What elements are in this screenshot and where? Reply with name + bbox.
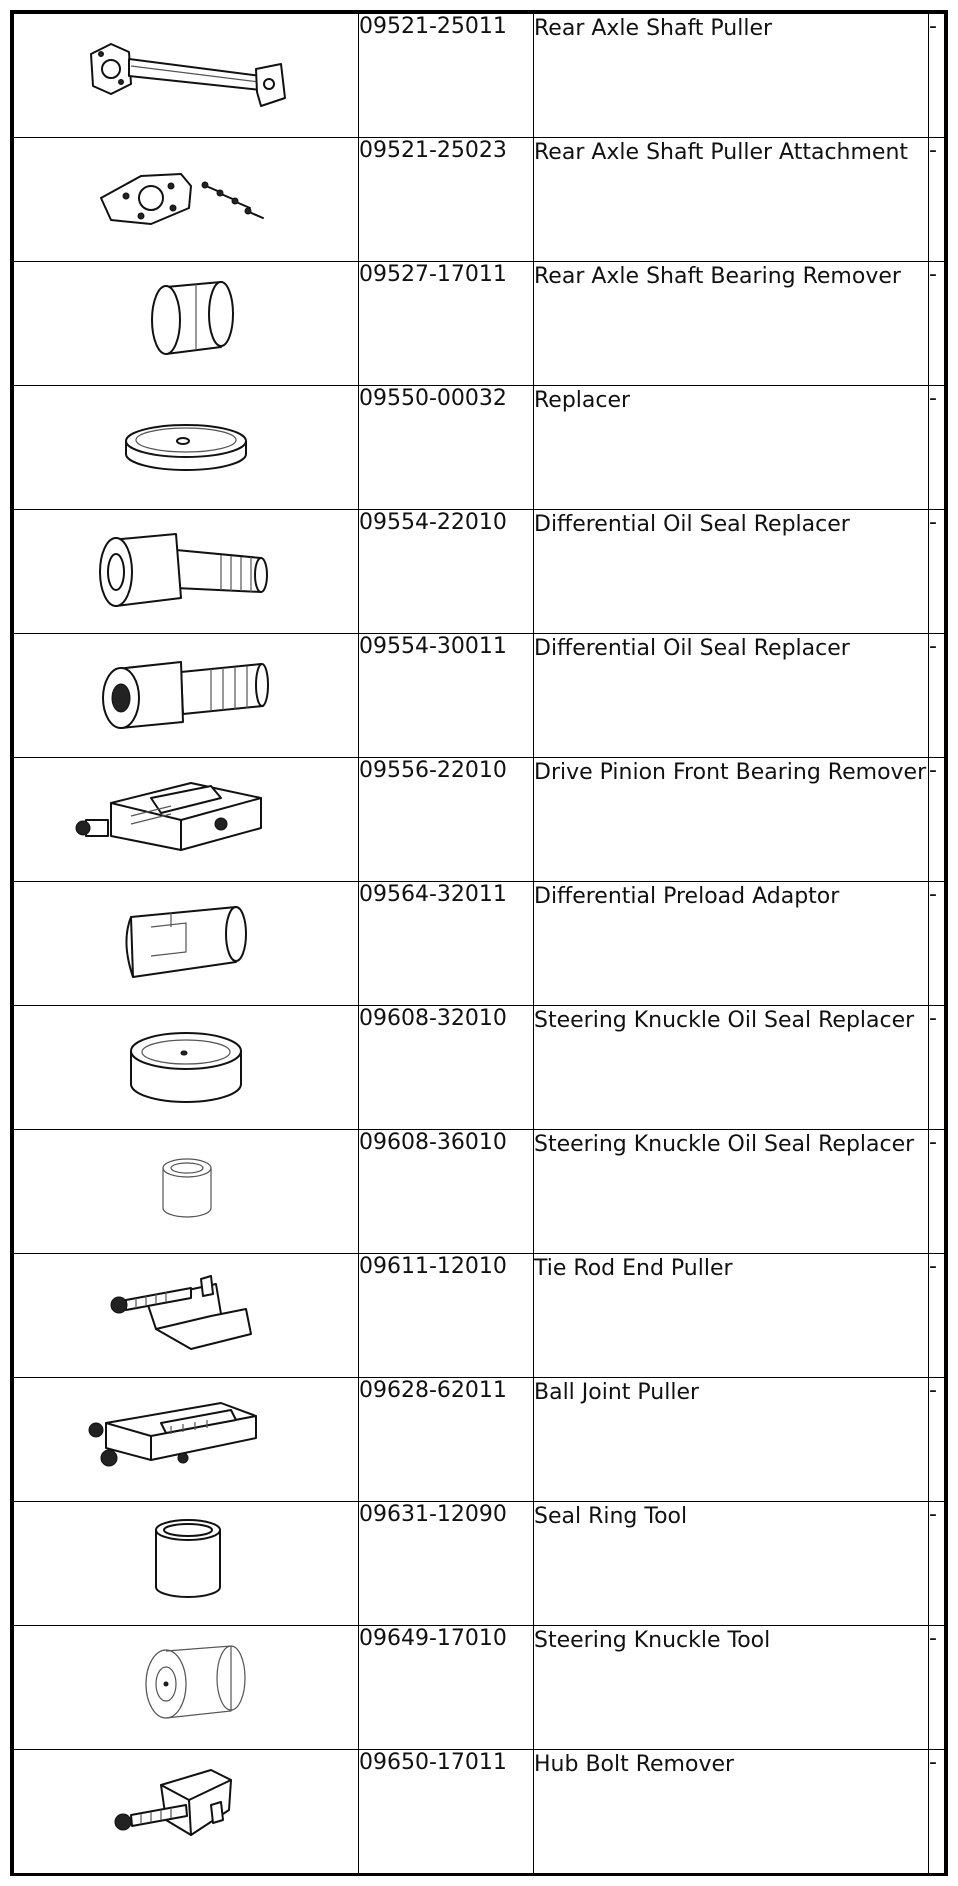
tool-name: Seal Ring Tool [534,1502,929,1626]
tool-illustration-cell [14,1502,359,1626]
part-number: 09611-12010 [359,1254,534,1378]
tool-name: Drive Pinion Front Bearing Remover [534,758,929,882]
part-number: 09521-25023 [359,138,534,262]
tool-note: - [929,138,945,262]
tool-note: - [929,510,945,634]
tool-illustration-cell [14,386,359,510]
preload-adaptor-icon [71,882,301,992]
small-cup-icon [71,1130,301,1240]
part-number: 09650-17011 [359,1750,534,1874]
tool-name: Tie Rod End Puller [534,1254,929,1378]
tool-note: - [929,262,945,386]
part-number: 09554-22010 [359,510,534,634]
ball-joint-puller-icon [71,1378,301,1488]
table-row [14,1750,945,1874]
pinion-bearing-remover-icon [71,758,301,868]
tool-illustration-cell [14,1626,359,1750]
bearing-remover-icon [71,262,301,372]
tool-table-body [14,14,945,1874]
tool-name: Steering Knuckle Oil Seal Replacer [534,1006,929,1130]
table-row [14,1502,945,1626]
table-row [14,634,945,758]
table-row [14,1006,945,1130]
seal-ring-tool-icon [71,1502,301,1612]
table-row [14,1254,945,1378]
tool-illustration-cell [14,1750,359,1874]
axle-puller-icon [71,14,301,124]
table-row [14,1378,945,1502]
part-number: 09554-30011 [359,634,534,758]
table-row [14,138,945,262]
tool-note: - [929,1502,945,1626]
part-number: 09550-00032 [359,386,534,510]
part-number: 09556-22010 [359,758,534,882]
part-number: 09631-12090 [359,1502,534,1626]
part-number: 09527-17011 [359,262,534,386]
table-row [14,262,945,386]
special-tools-table [13,13,945,1874]
tool-note: - [929,1750,945,1874]
puller-attachment-icon [71,138,301,248]
tool-name: Rear Axle Shaft Bearing Remover [534,262,929,386]
tool-note: - [929,14,945,138]
part-number: 09649-17010 [359,1626,534,1750]
tool-illustration-cell [14,1130,359,1254]
tool-illustration-cell [14,758,359,882]
knuckle-tool-icon [71,1626,301,1736]
part-number: 09608-32010 [359,1006,534,1130]
tool-illustration-cell [14,634,359,758]
part-number: 09564-32011 [359,882,534,1006]
tool-name: Ball Joint Puller [534,1378,929,1502]
oil-seal-replacer-icon [71,510,301,620]
tool-illustration-cell [14,1006,359,1130]
tool-note: - [929,758,945,882]
table-row [14,1626,945,1750]
tool-illustration-cell [14,1378,359,1502]
tool-name: Differential Oil Seal Replacer [534,510,929,634]
tool-note: - [929,1130,945,1254]
part-number: 09628-62011 [359,1378,534,1502]
tool-note: - [929,1378,945,1502]
tool-name: Steering Knuckle Tool [534,1626,929,1750]
tie-rod-puller-icon [71,1254,301,1364]
tool-name: Hub Bolt Remover [534,1750,929,1874]
part-number: 09608-36010 [359,1130,534,1254]
tool-name: Differential Preload Adaptor [534,882,929,1006]
table-row [14,758,945,882]
oil-seal-replacer-icon [71,634,301,744]
tool-note: - [929,882,945,1006]
tool-illustration-cell [14,14,359,138]
tool-note: - [929,386,945,510]
tool-name: Rear Axle Shaft Puller [534,14,929,138]
hub-bolt-remover-icon [71,1750,301,1860]
table-row [14,14,945,138]
tool-illustration-cell [14,138,359,262]
table-row [14,1130,945,1254]
table-row [14,386,945,510]
tool-note: - [929,1254,945,1378]
tool-illustration-cell [14,1254,359,1378]
part-number: 09521-25011 [359,14,534,138]
tool-note: - [929,1626,945,1750]
tool-illustration-cell [14,882,359,1006]
tool-name: Differential Oil Seal Replacer [534,634,929,758]
tool-illustration-cell [14,262,359,386]
table-row [14,882,945,1006]
tool-table-frame [10,10,948,1876]
tool-name: Rear Axle Shaft Puller Attachment [534,138,929,262]
knuckle-seal-replacer-icon [71,1006,301,1116]
tool-illustration-cell [14,510,359,634]
tool-name: Steering Knuckle Oil Seal Replacer [534,1130,929,1254]
tool-name: Replacer [534,386,929,510]
tool-note: - [929,1006,945,1130]
tool-note: - [929,634,945,758]
table-row [14,510,945,634]
replacer-disc-icon [71,386,301,496]
